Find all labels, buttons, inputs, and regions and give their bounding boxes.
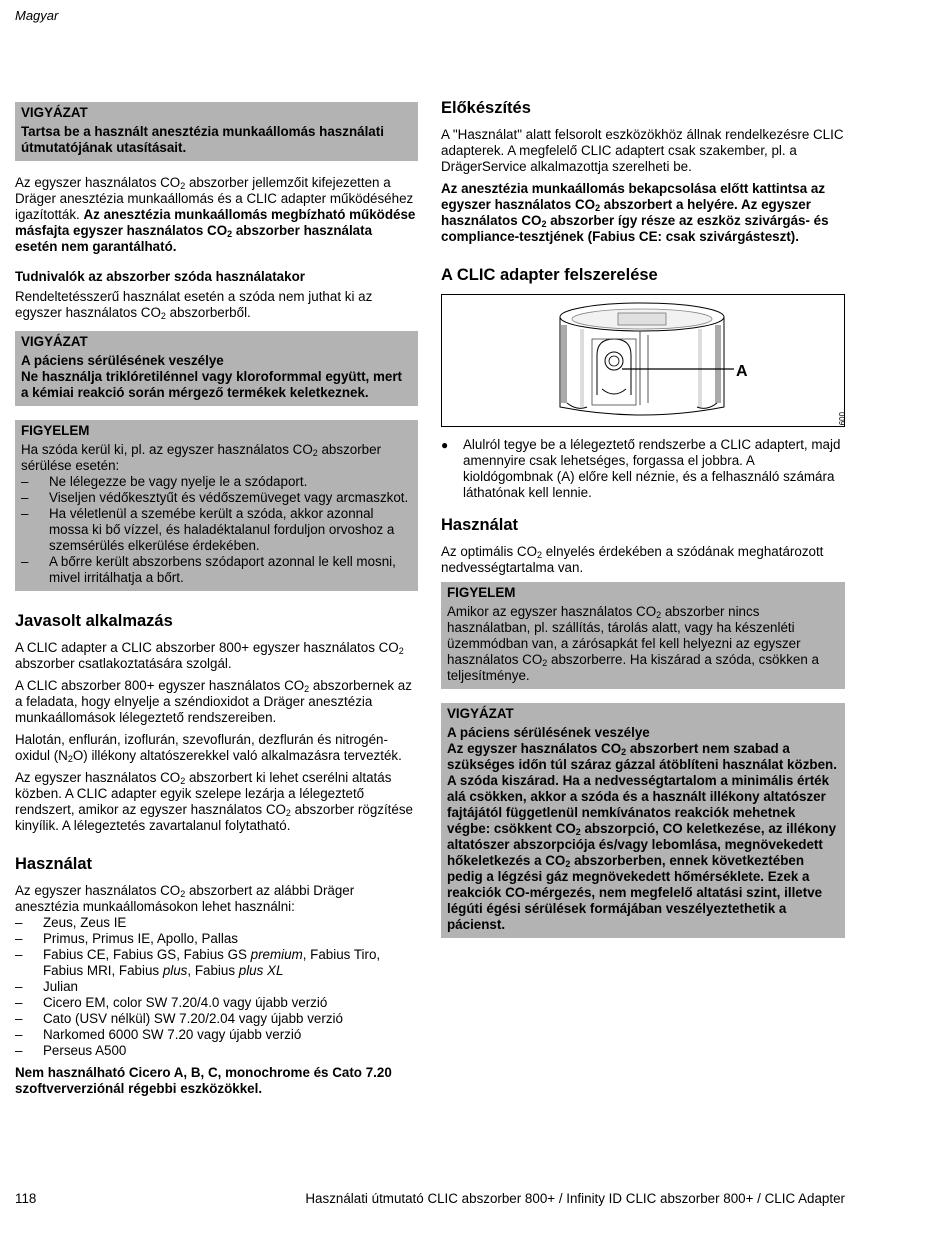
page-number: 118	[15, 1191, 37, 1206]
list-item: – Cicero EM, color SW 7.20/4.0 vagy újabb verzió	[15, 995, 418, 1011]
caution-text: Amikor az egyszer használatos $CO_2$ abszorber nincs használatban, pl. szállítás, tárolás alatt, vagy ha készenléti üzemmódban van, a zárósapkát fel kell helyezni az egyszer használatos $CO_2$ abszorberre. Ha kiszárad a szóda, csökken a teljesítménye.	[447, 604, 819, 683]
not-usable-note: Nem használható Cicero A, B, C, monochrome és Cato 7.20 szoftververziónál régebbi eszközökkel.	[15, 1065, 392, 1096]
warning-box-chemicals	[15, 331, 418, 406]
list-item: – Julian	[15, 979, 418, 995]
language-label: Magyar	[15, 8, 59, 23]
caution-text: Ha szóda kerül ki, pl. az egyszer használatos $CO_2$ abszorber sérülése esetén:	[21, 442, 382, 473]
figure-label-a: A	[736, 363, 748, 380]
clic-adapter-figure	[441, 294, 845, 427]
caution-box-soda	[15, 420, 418, 591]
figure-number: 009	[837, 412, 846, 426]
device-list	[15, 915, 418, 1059]
warning-line: A páciens sérülésének veszélye	[21, 353, 224, 368]
list-item: – Ne lélegezze be vagy nyelje le a szódaport.	[21, 474, 412, 490]
rec-paragraph-4: Az egyszer használatos $CO_2$ abszorbert ki lehet cserélni altatás közben. A CLIC adapter egyik szelepe lezárja a lélegeztető rendszert, amikor az egyszer használatos $CO_2$ abszorber rögzítése kinyílik. A lélegeztetés zavartalanul folytatható.	[15, 770, 413, 833]
clic-adapter-illustration	[442, 295, 844, 426]
soda-usage-paragraph: Rendeltetésszerű használat esetén a szóda nem juthat ki az egyszer használatos $CO_2$ abszorberből.	[15, 289, 373, 321]
footer-title: Használati útmutató CLIC abszorber 800+ / Infinity ID CLIC abszorber 800+ / CLIC Adapter	[305, 1191, 845, 1206]
list-item: – Cato (USV nélkül) SW 7.20/2.04 vagy újabb verzió	[15, 1011, 418, 1027]
list-item: – Fabius CE, Fabius GS, Fabius GS premium, Fabius Tiro, Fabius MRI, Fabius plus, Fabius plus XL	[15, 947, 418, 979]
warning-line: A páciens sérülésének veszélye	[447, 725, 650, 740]
list-item: – Narkomed 6000 SW 7.20 vagy újabb verzió	[15, 1027, 418, 1043]
list-item: – Perseus A500	[15, 1043, 418, 1059]
mounting-heading: A CLIC adapter felszerelése	[441, 266, 658, 284]
warning-paragraph: A szóda kiszárad. Ha a nedvességtartalom a minimális érték alá csökken, akkor a szóda és a használt illékony altatószer fajtájától függetlenül nemkívánatos reakciók mehetnek végbe: csökkent $CO_2$ abszorpció, CO keletkezése, az illékony altatószer abszorpciója és/vagy lebomlása, megnövekedett hőkeletkezés a $CO_2$ abszorberben, ennek következtében pedig a légzési gáz megnövekedett hőmérséklete. Ezek a reakciók CO-mérgezés, nem megfelelő altatási szint, illetve légúti égési sérülések formájában veszélyeztethetik a pácienst.	[447, 773, 837, 932]
list-item: – Primus, Primus IE, Apollo, Pallas	[15, 931, 418, 947]
list-item: – Zeus, Zeus IE	[15, 915, 418, 931]
caution-heading: FIGYELEM	[21, 423, 90, 438]
prep-paragraph-1: A "Használat" alatt felsorolt eszközökhöz állnak rendelkezésre CLIC adapterek. A megfelelő CLIC adaptert csak szakember, pl. a DrägerService alkalmazottja szerelheti be.	[441, 127, 844, 174]
rec-paragraph-1: A CLIC adapter a CLIC abszorber 800+ egyszer használatos $CO_2$ abszorber csatlakoztatására szolgál.	[15, 640, 404, 671]
usage-right-paragraph: Az optimális $CO_2$ elnyelés érdekében a szódának meghatározott nedvességtartalma van.	[441, 544, 824, 575]
caution-list	[21, 474, 412, 586]
right-column	[441, 98, 845, 952]
warning-heading: VIGYÁZAT	[447, 706, 514, 721]
rec-paragraph-2: A CLIC abszorber 800+ egyszer használatos $CO_2$ abszorbernek az a feladata, hogy elnyelje a széndioxidot a Dräger anesztézia munkaállomások lélegeztető rendszereiben.	[15, 678, 412, 725]
list-item: – Viseljen védőkesztyűt és védőszemüveget vagy arcmaszkot.	[21, 490, 412, 506]
warning-heading: VIGYÁZAT	[21, 334, 88, 349]
caution-heading: FIGYELEM	[447, 585, 516, 600]
left-column	[15, 102, 418, 1103]
warning-text: Tartsa be a használt anesztézia munkaállomás használati útmutatójának utasításait.	[21, 124, 384, 155]
warning-box-instructions	[15, 102, 418, 161]
warning-paragraph: Az egyszer használatos $CO_2$ abszorbert nem szabad a szükséges időn túl száraz gázzal átöblíteni használat közben.	[447, 741, 837, 772]
prep-paragraph-2: Az anesztézia munkaállomás bekapcsolása előtt kattintsa az egyszer használatos $CO_2$ abszorbert a helyére. Az egyszer használatos $CO_2$ abszorber így része az eszköz szivárgás- és compliance-tesztjének (Fabius CE: csak szivárgásteszt).	[441, 181, 829, 244]
warning-heading: VIGYÁZAT	[21, 105, 88, 120]
recommended-use-heading: Javasolt alkalmazás	[15, 612, 173, 630]
warning-box-dry-soda	[441, 703, 845, 938]
warning-line: Ne használja triklóretilénnel vagy kloroformmal együtt, mert a kémiai reakció során mérgező termékek keletkeznek.	[21, 369, 402, 400]
caution-box-storage	[441, 582, 845, 689]
soda-usage-heading: Tudnivalók az abszorber szóda használatakor	[15, 269, 305, 284]
list-item: – Ha véletlenül a szemébe került a szóda, akkor azonnal mossa ki bő vízzel, és haladéktalanul forduljon orvoshoz a szemsérülés elkerülése érdekében.	[21, 506, 412, 554]
usage-paragraph: Az egyszer használatos $CO_2$ abszorbert az alábbi Dräger anesztézia munkaállomásokon lehet használni:	[15, 883, 355, 914]
preparation-heading: Előkészítés	[441, 99, 531, 117]
rec-paragraph-3: Halotán, enflurán, izoflurán, szevoflurán, dezflurán és nitrogén-oxidul $(N_2O)$ illékony altatószerekkel való alkalmazásra tervezték.	[15, 732, 402, 764]
usage-heading-left: Használat	[15, 855, 93, 873]
usage-heading-right: Használat	[441, 516, 519, 534]
intro-paragraph: Az egyszer használatos $CO_2$ abszorber jellemzőit kifejezetten a Dräger anesztézia munkaállomás és a CLIC adapter működéséhez igazították. Az anesztézia munkaállomás megbízható működése másfajta egyszer használatos $CO_2$ abszorber használata esetén nem garantálható.	[15, 175, 416, 254]
mounting-steps	[441, 437, 845, 501]
list-item: ● Alulról tegye be a lélegeztető rendszerbe a CLIC adaptert, majd amennyire csak lehetséges, forgassa el jobbra. A kioldógombnak (A) előre kell néznie, és a felhasználó számára láthatónak kell lennie.	[441, 437, 845, 501]
list-item: – A bőrre került abszorbens szódaport azonnal le kell mosni, mivel irritálhatja a bőrt.	[21, 554, 412, 586]
